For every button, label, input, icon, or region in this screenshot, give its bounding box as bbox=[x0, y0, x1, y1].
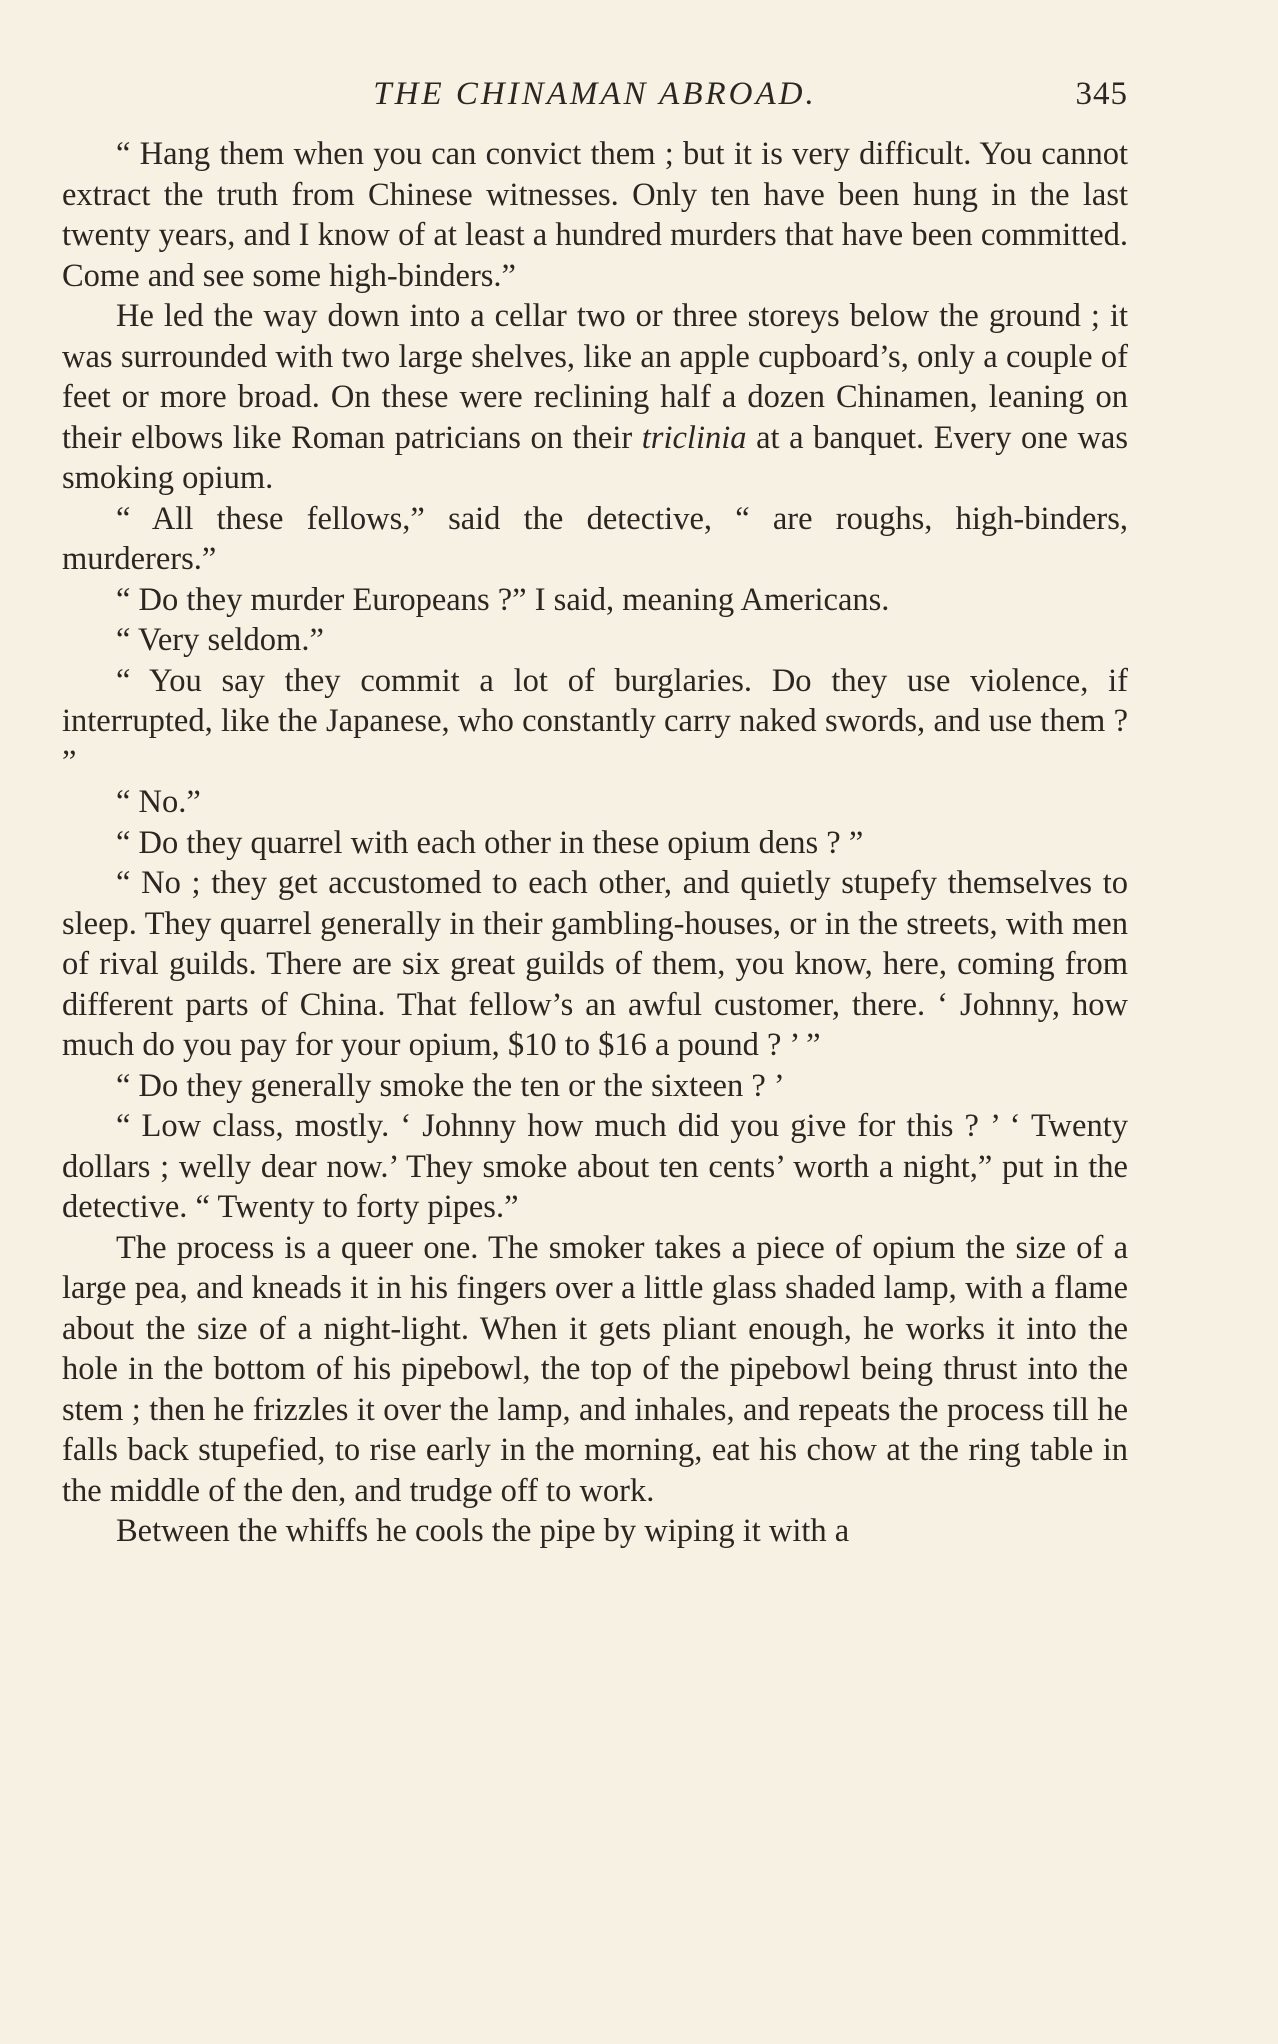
paragraph-13: Between the whiffs he cools the pipe by wiping it with a bbox=[116, 1513, 850, 1549]
body-text bbox=[62, 134, 1128, 1552]
paragraph-2-tail: at a banquet. Every one was smoking opium. bbox=[62, 419, 1129, 496]
paragraph-8: “ Do they quarrel with each other in these opium dens ? ” bbox=[116, 824, 864, 861]
paragraph-3: “ All these fellows,” said the detective, “ are roughs, high-binders, murderers.” bbox=[62, 500, 1128, 577]
book-page bbox=[62, 76, 1128, 1552]
running-head bbox=[62, 76, 1128, 128]
paragraph-10: “ Do they generally smoke the ten or the sixteen ? ’ bbox=[116, 1067, 785, 1104]
paragraph-12: The process is a queer one. The smoker takes a piece of opium the size of a large pea, and kneads it in his fingers over a little glass shaded lamp, with a flame about the size of a night-light. When it gets pliant enough, he works it into the hole in the bottom of his pipebowl, the top of the pipebowl being thrust into the stem ; then he frizzles it over the lamp, and inhales, and repeats the process till he falls back stupefied, to rise early in the morning, eat his chow at the ring table in the middle of the den, and trudge off to work. bbox=[62, 1229, 1128, 1509]
paragraph-6: “ You say they commit a lot of burglaries. Do they use violence, if interrupted, like the Japanese, who constantly carry naked swords, and use them ? ” bbox=[62, 662, 1128, 780]
paragraph-1: “ Hang them when you can convict them ; but it is very difficult. You cannot extract the truth from Chinese witnesses. Only ten have been hung in the last twenty years, and I know of at least a hundred murders that have been committed. Come and see some high-binders.” bbox=[62, 136, 1128, 294]
paragraph-11: “ Low class, mostly. ‘ Johnny how much did you give for this ? ’ ‘ Twenty dollars ; welly dear now.’ They smoke about ten cents’ worth a night,” put in the detective. “ Twenty to forty pipes.” bbox=[62, 1108, 1128, 1225]
paragraph-7: “ No.” bbox=[116, 784, 201, 820]
paragraph-4: “ Do they murder Europeans ?” I said, meaning Americans. bbox=[116, 581, 890, 618]
paragraph-2 bbox=[62, 296, 1128, 499]
italic-word-triclinia: triclinia bbox=[641, 419, 747, 456]
running-title: THE CHINAMAN ABROAD. bbox=[373, 76, 817, 112]
paragraph-5: “ Very seldom.” bbox=[116, 622, 324, 658]
paragraph-9: “ No ; they get accustomed to each other, and quietly stupefy themselves to sleep. They quarrel generally in their gambling-houses, or in the streets, with men of rival guilds. There are six great guilds of them, you know, here, coming from different parts of China. That fellow’s an awful customer, there. ‘ Johnny, how much do you pay for your opium, $10 to $16 a pound ? ’ ” bbox=[62, 865, 1128, 1063]
paragraph-2-text: He led the way down into a cellar two or three storeys below the ground ; it was surrounded with two large shelves, like an apple cupboard’s, only a couple of feet or more broad. On these were reclining half a dozen Chinamen, leaning on their elbows like Roman patricians on their bbox=[62, 298, 1128, 456]
page-number: 345 bbox=[1075, 76, 1128, 112]
